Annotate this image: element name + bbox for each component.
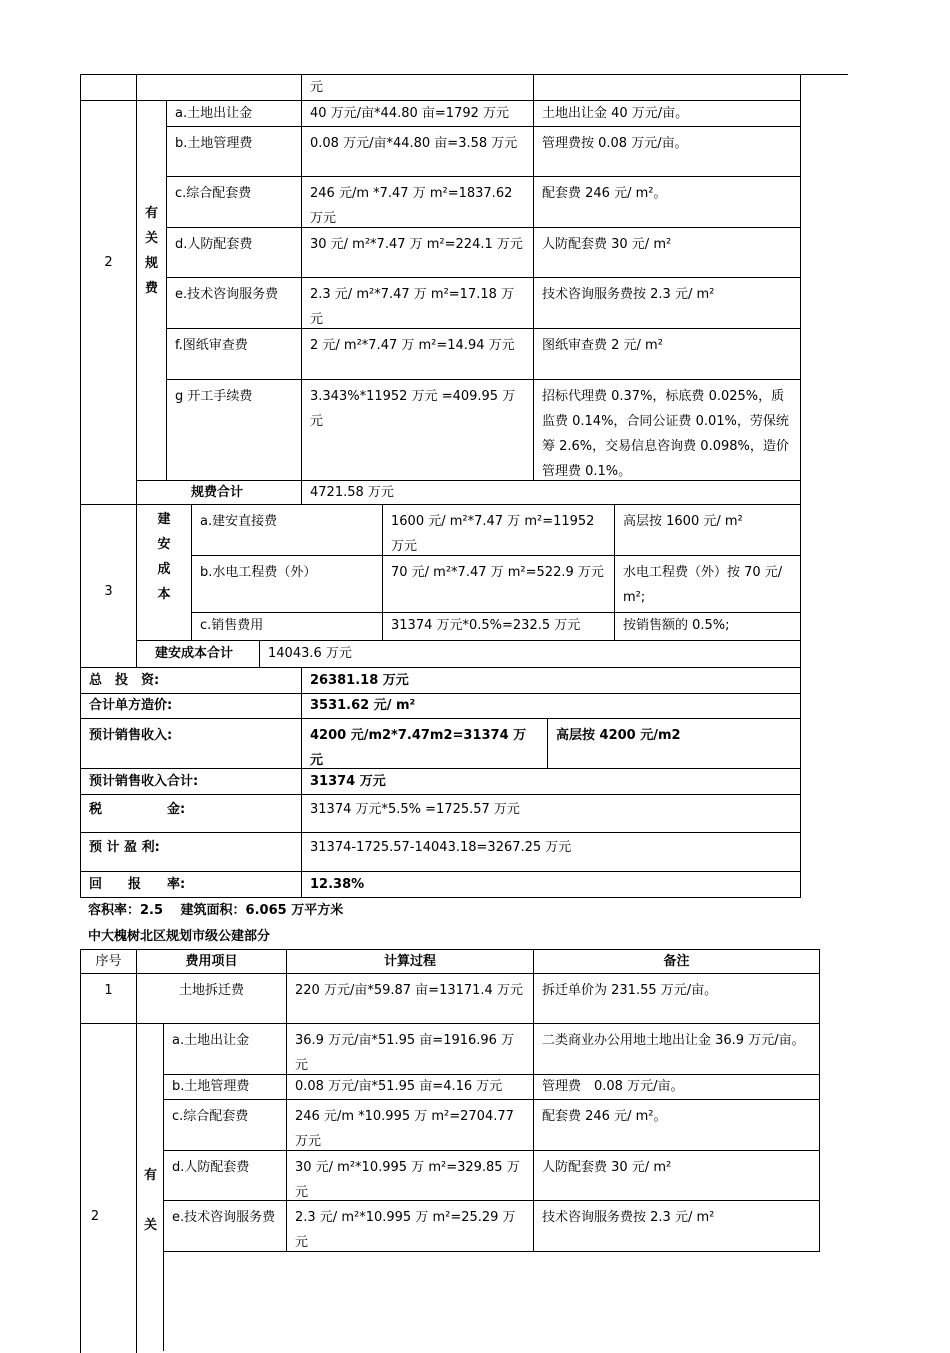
t1-s3-note: 按销售额的 0.5%; (614, 612, 801, 641)
t1-s2-note: 人防配套费 30 元/ m² (533, 227, 801, 278)
t2-row1-note: 拆迁单价为 231.55 万元/亩。 (533, 973, 820, 1024)
t2-section2-category: 有关 (136, 1151, 164, 1351)
t1-s2-note: 技术咨询服务费按 2.3 元/ m² (533, 277, 801, 329)
t1-s2-calc: 0.08 万元/亩*44.80 亩=3.58 万元 (301, 126, 534, 177)
t2-s2-note: 技术咨询服务费按 2.3 元/ m² (533, 1200, 820, 1252)
sales-total-label: 预计销售收入合计: (80, 768, 302, 795)
profit-value: 31374-1725.57-14043.18=3267.25 万元 (301, 832, 801, 872)
t1-s2-item: a.土地出让金 (166, 100, 302, 127)
t1-s2-note: 招标代理费 0.37%，标底费 0.025%，质监费 0.14%，合同公证费 0.01%，劳保统筹 2.6%，交易信息咨询费 0.098%，造价管理费 0.1%。 (533, 379, 801, 481)
t2-s2-note: 人防配套费 30 元/ m² (533, 1150, 820, 1201)
t1-s3-calc: 1600 元/ m²*7.47 万 m²=11952 万元 (382, 504, 615, 556)
t1-s3-total-value: 14043.6 万元 (259, 640, 801, 668)
t1-s3-calc: 70 元/ m²*7.47 万 m²=522.9 万元 (382, 555, 615, 613)
t1-s2-note: 图纸审查费 2 元/ m² (533, 328, 801, 380)
t2-row1-calc: 220 万元/亩*59.87 亩=13171.4 万元 (286, 973, 534, 1024)
t2-header-calc: 计算过程 (286, 949, 534, 974)
t1-s2-total-label: 规费合计 (136, 480, 302, 505)
t2-s2-calc: 30 元/ m²*10.995 万 m²=329.85 万元 (286, 1150, 534, 1201)
t2-header-no: 序号 (80, 949, 137, 974)
t1-s2-calc: 2.3 元/ m²*7.47 万 m²=17.18 万元 (301, 277, 534, 329)
cell-top-item (136, 74, 302, 101)
unit-cost-value: 3531.62 元/ m² (301, 693, 801, 719)
t2-s2-note: 二类商业办公用地土地出让金 36.9 万元/亩。 (533, 1023, 820, 1075)
t2-section2-no: 2 (90, 1209, 100, 1224)
sales-total-value: 31374 万元 (301, 768, 801, 795)
unit-cost-label: 合计单方造价: (80, 693, 302, 719)
t1-s2-note: 土地出让金 40 万元/亩。 (533, 100, 801, 127)
sales-label: 预计销售收入: (80, 718, 302, 769)
t2-s2-calc: 0.08 万元/亩*51.95 亩=4.16 万元 (286, 1074, 534, 1100)
total-investment-label: 总 投 资: (80, 667, 302, 694)
t1-s2-item: d.人防配套费 (166, 227, 302, 278)
t1-section2-category: 有关规费 (136, 100, 167, 481)
t1-s3-item: b.水电工程费（外） (191, 555, 383, 613)
t1-s3-item: c.销售费用 (191, 612, 383, 641)
cell-top-note (533, 74, 801, 101)
tax-value: 31374 万元*5.5% =1725.57 万元 (301, 794, 801, 833)
sales-note: 高层按 4200 元/m2 (547, 718, 801, 769)
t1-s2-item: f.图纸审查费 (166, 328, 302, 380)
t1-s2-calc: 2 元/ m²*7.47 万 m²=14.94 万元 (301, 328, 534, 380)
t2-section2-no-cell (80, 1023, 137, 1353)
t1-s2-note: 配套费 246 元/ m²。 (533, 176, 801, 228)
t2-s2-note: 配套费 246 元/ m²。 (533, 1099, 820, 1151)
t1-s2-calc: 3.343%*11952 万元 =409.95 万元 (301, 379, 534, 481)
sales-calc: 4200 元/m2*7.47m2=31374 万元 (301, 718, 548, 769)
t1-s2-total-value: 4721.58 万元 (301, 480, 801, 505)
cell-top-no (80, 74, 137, 101)
t2-row1-item: 土地拆迁费 (136, 973, 287, 1024)
profit-label: 预 计 盈 利: (80, 832, 302, 872)
t1-s2-item: c.综合配套费 (166, 176, 302, 228)
return-value: 12.38% (301, 871, 801, 898)
t1-s2-calc: 40 万元/亩*44.80 亩=1792 万元 (301, 100, 534, 127)
floor-area-ratio-line: 容积率：2.5 建筑面积：6.065 万平方米 (88, 903, 344, 918)
t1-s2-item: e.技术咨询服务费 (166, 277, 302, 329)
return-label: 回 报 率: (80, 871, 302, 898)
tax-label: 税 金: (80, 794, 302, 833)
t2-row1-no: 1 (80, 973, 137, 1024)
t1-s2-calc: 246 元/m *7.47 万 m²=1837.62 万元 (301, 176, 534, 228)
top-rule (800, 74, 848, 75)
cell-top-calc: 元 (301, 74, 534, 101)
t2-s2-calc: 36.9 万元/亩*51.95 亩=1916.96 万元 (286, 1023, 534, 1075)
t1-s2-calc: 30 元/ m²*7.47 万 m²=224.1 万元 (301, 227, 534, 278)
t1-s2-note: 管理费按 0.08 万元/亩。 (533, 126, 801, 177)
t1-section3-no: 3 (80, 504, 137, 668)
total-investment-value: 26381.18 万元 (301, 667, 801, 694)
t2-s2-item: a.土地出让金 (163, 1023, 287, 1075)
t1-section3-category: 建安成本 (136, 504, 192, 641)
t2-header-note: 备注 (533, 949, 820, 974)
t2-header-item: 费用项目 (136, 949, 287, 974)
t2-s2-note: 管理费 0.08 万元/亩。 (533, 1074, 820, 1100)
t2-s2-item: e.技术咨询服务费 (163, 1200, 287, 1252)
t1-s3-calc: 31374 万元*0.5%=232.5 万元 (382, 612, 615, 641)
t1-s2-item: g 开工手续费 (166, 379, 302, 481)
t1-s3-total-label: 建安成本合计 (136, 640, 260, 668)
t2-s2-calc: 246 元/m *10.995 万 m²=2704.77 万元 (286, 1099, 534, 1151)
t1-s3-item: a.建安直接费 (191, 504, 383, 556)
t1-s3-note: 水电工程费（外）按 70 元/ m²; (614, 555, 801, 613)
section-title: 中大槐树北区规划市级公建部分 (88, 929, 271, 944)
t2-s2-item: c.综合配套费 (163, 1099, 287, 1151)
t2-s2-item: b.土地管理费 (163, 1074, 287, 1100)
t1-s2-item: b.土地管理费 (166, 126, 302, 177)
t2-s2-calc: 2.3 元/ m²*10.995 万 m²=25.29 万元 (286, 1200, 534, 1252)
t1-section2-no: 2 (80, 100, 137, 505)
t1-s3-note: 高层按 1600 元/ m² (614, 504, 801, 556)
t2-s2-item: d.人防配套费 (163, 1150, 287, 1201)
